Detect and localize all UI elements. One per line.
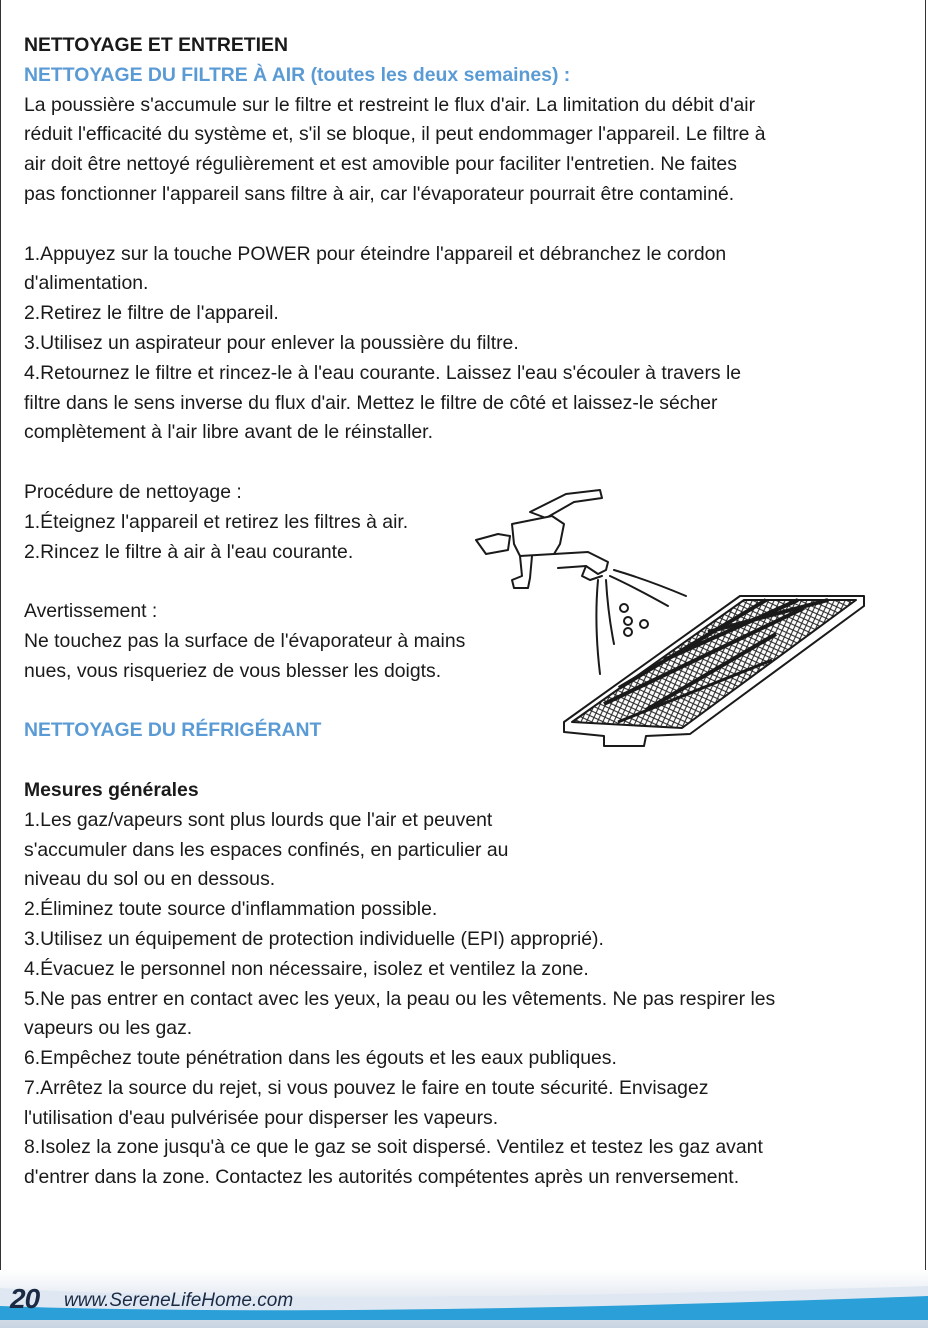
measure-line: 8.Isolez la zone jusqu'à ce que le gaz se soit dispersé. Ventilez et testez les gaz avant xyxy=(24,1136,763,1159)
paragraph-line: pas fonctionner l'appareil sans filtre à air, car l'évaporateur pourrait être contaminé. xyxy=(24,182,735,205)
measure-line: s'accumuler dans les espaces confinés, en particulier au xyxy=(24,838,509,861)
step-line: 4.Retournez le filtre et rincez-le à l'eau courante. Laissez l'eau s'écouler à travers le xyxy=(24,361,742,384)
page-heading: NETTOYAGE ET ENTRETIEN xyxy=(24,34,288,56)
filter-intro xyxy=(24,91,904,210)
step-line: filtre dans le sens inverse du flux d'air. Mettez le filtre de côté et laissez-le sécher xyxy=(24,391,718,414)
step-line: 2.Retirez le filtre de l'appareil. xyxy=(24,302,279,325)
refrigerant-section-title: NETTOYAGE DU RÉFRIGÉRANT xyxy=(24,719,322,742)
measure-line: 7.Arrêtez la source du rejet, si vous pouvez le faire en toute sécurité. Envisagez xyxy=(24,1076,709,1099)
procedure-line: 1.Éteignez l'appareil et retirez les filtres à air. xyxy=(24,510,409,533)
procedure-title: Procédure de nettoyage : xyxy=(24,480,242,503)
measure-line: niveau du sol ou en dessous. xyxy=(24,868,276,891)
step-line: 1.Appuyez sur la touche POWER pour éteindre l'appareil et débranchez le cordon xyxy=(24,242,727,265)
measure-line: 4.Évacuez le personnel non nécessaire, isolez et ventilez la zone. xyxy=(24,957,589,980)
measure-line: 6.Empêchez toute pénétration dans les égouts et les eaux publiques. xyxy=(24,1047,617,1070)
filter-section-title: NETTOYAGE DU FILTRE À AIR (toutes les deux semaines) : xyxy=(24,63,571,86)
measure-line: 2.Éliminez toute source d'inflammation possible. xyxy=(24,898,438,921)
paragraph-line: La poussière s'accumule sur le filtre et restreint le flux d'air. La limitation du débit d'air xyxy=(24,93,756,116)
step-line: complètement à l'air libre avant de le réinstaller. xyxy=(24,421,433,444)
warning-line: Ne touchez pas la surface de l'évaporateur à mains xyxy=(24,629,466,652)
footer-url: www.SereneLifeHome.com xyxy=(64,1290,294,1311)
step-line: d'alimentation. xyxy=(24,272,149,295)
step-line: 3.Utilisez un aspirateur pour enlever la poussière du filtre. xyxy=(24,331,519,354)
faucet-rinsing-filter-icon xyxy=(468,484,868,754)
page-number: 20 xyxy=(10,1283,40,1314)
measure-line: vapeurs ou les gaz. xyxy=(24,1017,193,1040)
procedure-line: 2.Rincez le filtre à air à l'eau courante. xyxy=(24,540,354,563)
refrigerant-measures xyxy=(24,806,904,1193)
filter-steps xyxy=(24,240,904,449)
warning-line: nues, vous risqueriez de vous blesser les doigts. xyxy=(24,659,442,682)
measure-line: 3.Utilisez un équipement de protection individuelle (EPI) approprié). xyxy=(24,927,604,950)
measure-line: 5.Ne pas entrer en contact avec les yeux, la peau ou les vêtements. Ne pas respirer les xyxy=(24,987,776,1010)
measure-line: d'entrer dans la zone. Contactez les autorités compétentes après un renversement. xyxy=(24,1166,740,1189)
paragraph-line: réduit l'efficacité du système et, s'il se bloque, il peut endommager l'appareil. Le filtre à xyxy=(24,123,766,146)
warning-title: Avertissement : xyxy=(24,600,158,623)
measure-line: l'utilisation d'eau pulvérisée pour disperser les vapeurs. xyxy=(24,1106,499,1129)
paragraph-line: air doit être nettoyé régulièrement et est amovible pour faciliter l'entretien. Ne faites xyxy=(24,153,737,176)
refrigerant-subtitle: Mesures générales xyxy=(24,778,199,801)
measure-line: 1.Les gaz/vapeurs sont plus lourds que l'air et peuvent xyxy=(24,808,493,831)
